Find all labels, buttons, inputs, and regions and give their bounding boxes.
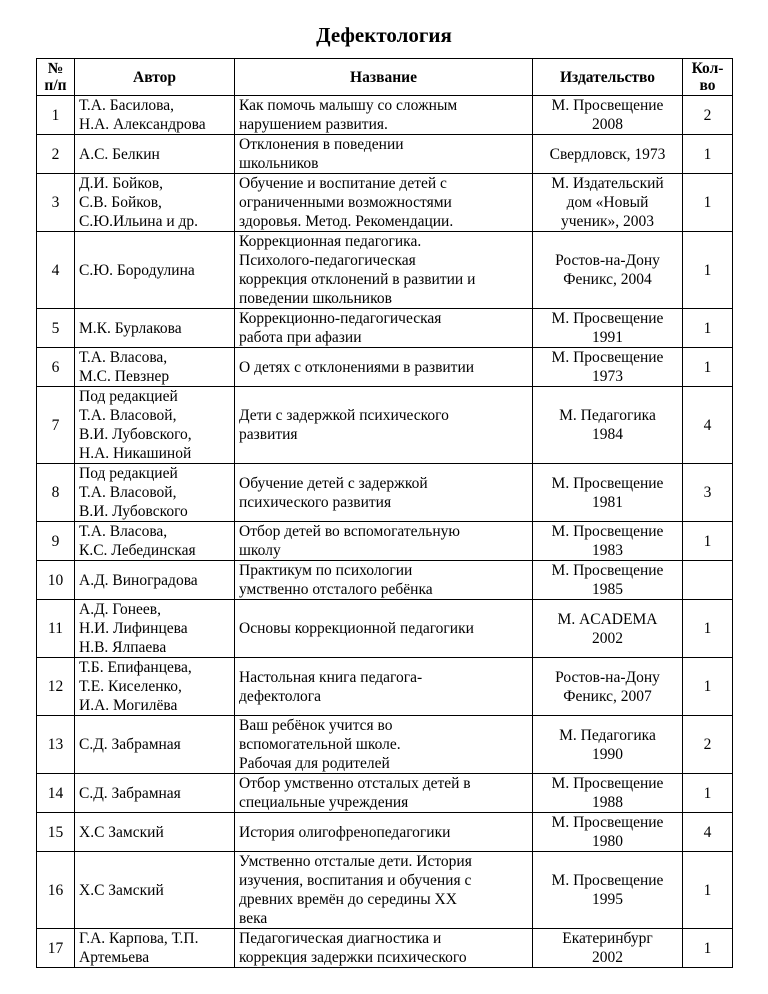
row-title (235, 522, 533, 561)
row-author-line: Д.И. Бойков, (79, 175, 164, 192)
row-author-line: С.Д. Забрамная (79, 784, 181, 802)
row-author (75, 522, 235, 561)
row-author-line: Т.А. Власовой, (79, 407, 177, 424)
row-quantity: 4 (683, 387, 733, 464)
row-quantity: 1 (683, 174, 733, 232)
table-row (37, 387, 733, 464)
row-title-line: Обучение детей с задержкой (239, 474, 428, 492)
row-publisher-line: 1983 (592, 542, 623, 559)
row-title-line: Педагогическая диагностика и (239, 930, 442, 947)
row-title-line: работа при афазии (239, 329, 362, 346)
row-title-line: Ваш ребёнок учится во (239, 717, 393, 734)
row-title (235, 716, 533, 774)
row-title-line: поведении школьников (239, 290, 392, 307)
row-number: 11 (37, 600, 75, 658)
row-title-line: развития (239, 426, 298, 443)
row-author-line: К.С. Лебединская (79, 542, 196, 559)
row-author-line: С.Ю.Ильина и др. (79, 213, 199, 230)
row-author-line: Н.А. Никашиной (79, 445, 192, 462)
row-title-line: Отбор умственно отсталых детей в (239, 775, 471, 792)
row-publisher-line: М. Просвещение (551, 474, 664, 492)
header-title: Название (235, 59, 533, 96)
row-quantity: 1 (683, 135, 733, 174)
row-title-line: века (239, 910, 268, 927)
row-title (235, 232, 533, 309)
row-publisher-line: М. Просвещение (551, 872, 664, 889)
row-publisher (533, 135, 683, 174)
row-title-line: Рабочая для родителей (239, 755, 390, 772)
row-publisher-line: 2002 (592, 629, 623, 647)
row-title-line: Отбор детей во вспомогательную (239, 523, 460, 540)
row-title (235, 135, 533, 174)
row-publisher (533, 232, 683, 309)
row-author-line: М.К. Бурлакова (79, 319, 182, 337)
row-author-line: И.А. Могилёва (79, 697, 178, 714)
row-number: 1 (37, 96, 75, 135)
row-author-line: Х.С Замский (79, 823, 164, 841)
row-author (75, 561, 235, 600)
row-number: 13 (37, 716, 75, 774)
row-title-line: Психолого-педагогическая (239, 252, 416, 269)
row-author (75, 658, 235, 716)
row-title-line: специальные учреждения (239, 794, 409, 811)
row-publisher-line: М. ACADEMA (557, 610, 658, 628)
row-title-line: Как помочь малышу со сложным (239, 97, 458, 114)
row-publisher-line: М. Просвещение (551, 310, 664, 327)
table-row (37, 852, 733, 929)
row-publisher-line: М. Просвещение (551, 523, 664, 540)
row-publisher-line: 1990 (592, 745, 623, 763)
row-author (75, 929, 235, 968)
row-number: 2 (37, 135, 75, 174)
row-author-line: М.С. Певзнер (79, 368, 170, 385)
row-title-line: История олигофренопедагогики (239, 823, 451, 841)
row-publisher-line: 1985 (592, 581, 623, 598)
row-publisher-line: Ростов-на-Дону (555, 668, 660, 686)
row-title-line: Настольная книга педагога- (239, 668, 423, 686)
row-quantity: 1 (683, 600, 733, 658)
row-publisher (533, 96, 683, 135)
row-title-line: Дети с задержкой психического (239, 407, 449, 424)
row-title (235, 387, 533, 464)
row-title (235, 348, 533, 387)
row-author-line: Н.В. Ялпаева (79, 639, 167, 656)
row-author-line: Т.А. Басилова, (79, 97, 175, 114)
row-title-line: Умственно отсталые дети. История (239, 853, 472, 870)
table-row (37, 561, 733, 600)
row-quantity: 1 (683, 658, 733, 716)
row-title-line: психического развития (239, 493, 392, 511)
row-author-line: Т.Б. Епифанцева, (79, 659, 192, 676)
row-publisher-line: М. Просвещение (551, 775, 664, 792)
table-header-row (37, 59, 733, 96)
row-publisher-line: 2008 (592, 116, 623, 133)
row-author-line: Артемьева (79, 949, 150, 966)
table-row (37, 309, 733, 348)
row-publisher (533, 348, 683, 387)
row-publisher (533, 813, 683, 852)
header-num: № п/п (37, 59, 75, 96)
row-author (75, 174, 235, 232)
row-publisher-line: дом «Новый (566, 194, 649, 211)
table-row (37, 464, 733, 522)
row-author-line: Х.С Замский (79, 881, 164, 899)
row-author (75, 774, 235, 813)
row-title-line: изучения, воспитания и обучения с (239, 872, 472, 889)
row-publisher (533, 852, 683, 929)
row-author (75, 813, 235, 852)
row-author-line: С.Д. Забрамная (79, 736, 181, 753)
row-publisher-line: Феникс, 2004 (563, 271, 652, 288)
row-author (75, 464, 235, 522)
row-number: 12 (37, 658, 75, 716)
page-title: Дефектология (316, 23, 452, 47)
row-title (235, 174, 533, 232)
row-title (235, 658, 533, 716)
row-quantity: 1 (683, 929, 733, 968)
row-number: 9 (37, 522, 75, 561)
row-quantity: 2 (683, 716, 733, 774)
row-author (75, 600, 235, 658)
row-title-line: коррекция задержки психического (239, 949, 467, 966)
row-number: 16 (37, 852, 75, 929)
row-publisher-line: М. Просвещение (551, 562, 664, 579)
table-row (37, 929, 733, 968)
row-title-line: Отклонения в поведении (239, 136, 404, 153)
row-title (235, 309, 533, 348)
row-title-line: Коррекционная педагогика. (239, 233, 422, 250)
row-title-line: О детях с отклонениями в развитии (239, 358, 475, 376)
row-title (235, 813, 533, 852)
table-row (37, 600, 733, 658)
row-title-line: здоровья. Метод. Рекомендации. (239, 213, 454, 230)
row-number: 17 (37, 929, 75, 968)
row-publisher-line: 1984 (592, 426, 623, 443)
row-author-line: Т.Е. Киселенко, (79, 678, 182, 695)
row-publisher (533, 309, 683, 348)
table-row (37, 96, 733, 135)
row-number: 7 (37, 387, 75, 464)
row-title-line: ограниченными возможностями (239, 194, 452, 211)
books-table (36, 58, 733, 968)
row-title (235, 774, 533, 813)
row-publisher-line: М. Педагогика (559, 726, 656, 744)
row-quantity: 3 (683, 464, 733, 522)
row-publisher (533, 600, 683, 658)
row-author (75, 852, 235, 929)
row-publisher-line: 1988 (592, 794, 623, 811)
row-title-line: школьников (239, 155, 319, 172)
row-publisher-line: Ростов-на-Дону (555, 252, 660, 269)
row-quantity: 1 (683, 232, 733, 309)
table-row (37, 716, 733, 774)
row-publisher-line: 1981 (592, 493, 623, 511)
row-publisher-line: Феникс, 2007 (563, 687, 652, 705)
row-title-line: Коррекционно-педагогическая (239, 310, 442, 327)
row-publisher (533, 774, 683, 813)
row-author (75, 96, 235, 135)
row-author (75, 135, 235, 174)
row-author (75, 348, 235, 387)
row-number: 5 (37, 309, 75, 348)
row-title-line: дефектолога (239, 687, 322, 705)
row-publisher-line: Екатеринбург (562, 930, 653, 947)
row-author-line: А.Д. Виноградова (79, 571, 198, 589)
row-author-line: В.И. Лубовского (79, 503, 188, 520)
table-row (37, 232, 733, 309)
row-publisher (533, 929, 683, 968)
row-number: 8 (37, 464, 75, 522)
row-title (235, 464, 533, 522)
row-publisher-line: ученик», 2003 (560, 213, 655, 230)
row-title (235, 561, 533, 600)
row-publisher-line: 1995 (592, 891, 623, 908)
row-title-line: Практикум по психологии (239, 562, 413, 579)
row-author (75, 716, 235, 774)
row-publisher-line: М. Педагогика (559, 407, 656, 424)
row-publisher-line: 1973 (592, 368, 623, 385)
row-author-line: С.Ю. Бородулина (79, 261, 195, 279)
row-quantity: 1 (683, 852, 733, 929)
row-title-line: Обучение и воспитание детей с (239, 175, 447, 192)
row-number: 10 (37, 561, 75, 600)
row-publisher-line: 1991 (592, 329, 623, 346)
row-author-line: А.С. Белкин (79, 145, 160, 163)
row-publisher-line: Свердловск, 1973 (549, 145, 666, 163)
row-author (75, 232, 235, 309)
row-quantity: 1 (683, 774, 733, 813)
row-publisher (533, 716, 683, 774)
row-author (75, 387, 235, 464)
row-title-line: вспомогательной школе. (239, 736, 401, 753)
row-author-line: Н.А. Александрова (79, 116, 206, 133)
row-title-line: древних времён до середины XX (239, 891, 457, 908)
row-quantity: 1 (683, 348, 733, 387)
row-publisher (533, 174, 683, 232)
row-title (235, 929, 533, 968)
row-quantity: 1 (683, 522, 733, 561)
header-qty: Кол- во (683, 59, 733, 96)
row-quantity (683, 561, 733, 600)
row-publisher (533, 658, 683, 716)
row-publisher-line: М. Просвещение (551, 814, 664, 831)
row-quantity: 2 (683, 96, 733, 135)
row-number: 15 (37, 813, 75, 852)
table-row (37, 658, 733, 716)
row-author-line: А.Д. Гонеев, (79, 601, 161, 618)
table-row (37, 774, 733, 813)
row-number: 4 (37, 232, 75, 309)
row-publisher-line: 2002 (592, 949, 623, 966)
row-author-line: Т.А. Власова, (79, 349, 168, 366)
row-title-line: школу (239, 542, 281, 559)
row-author-line: Т.А. Власова, (79, 523, 168, 540)
row-publisher (533, 561, 683, 600)
row-author-line: С.В. Бойков, (79, 194, 162, 211)
row-title (235, 852, 533, 929)
row-author-line: Т.А. Власовой, (79, 484, 177, 501)
header-author: Автор (75, 59, 235, 96)
table-row (37, 348, 733, 387)
row-title-line: Основы коррекционной педагогики (239, 620, 474, 637)
row-title-line: нарушением развития. (239, 116, 388, 133)
row-publisher (533, 387, 683, 464)
row-publisher-line: 1980 (592, 833, 623, 850)
row-title-line: коррекция отклонений в развитии и (239, 271, 476, 288)
row-publisher-line: М. Просвещение (551, 349, 664, 366)
row-author-line: Н.И. Лифинцева (79, 620, 188, 637)
row-author (75, 309, 235, 348)
table-row (37, 174, 733, 232)
row-author-line: Под редакцией (79, 388, 178, 405)
table-row (37, 522, 733, 561)
row-publisher (533, 464, 683, 522)
row-title-line: умственно отсталого ребёнка (239, 581, 433, 598)
header-publisher: Издательство (533, 59, 683, 96)
row-title (235, 600, 533, 658)
row-publisher-line: М. Издательский (551, 175, 664, 192)
table-row (37, 135, 733, 174)
row-title (235, 96, 533, 135)
row-author-line: Под редакцией (79, 465, 178, 482)
row-quantity: 4 (683, 813, 733, 852)
row-publisher-line: М. Просвещение (551, 97, 664, 114)
row-quantity: 1 (683, 309, 733, 348)
row-author-line: Г.А. Карпова, Т.П. (79, 930, 199, 947)
row-number: 6 (37, 348, 75, 387)
row-number: 14 (37, 774, 75, 813)
row-number: 3 (37, 174, 75, 232)
row-author-line: В.И. Лубовского, (79, 426, 192, 443)
table-row (37, 813, 733, 852)
row-publisher (533, 522, 683, 561)
